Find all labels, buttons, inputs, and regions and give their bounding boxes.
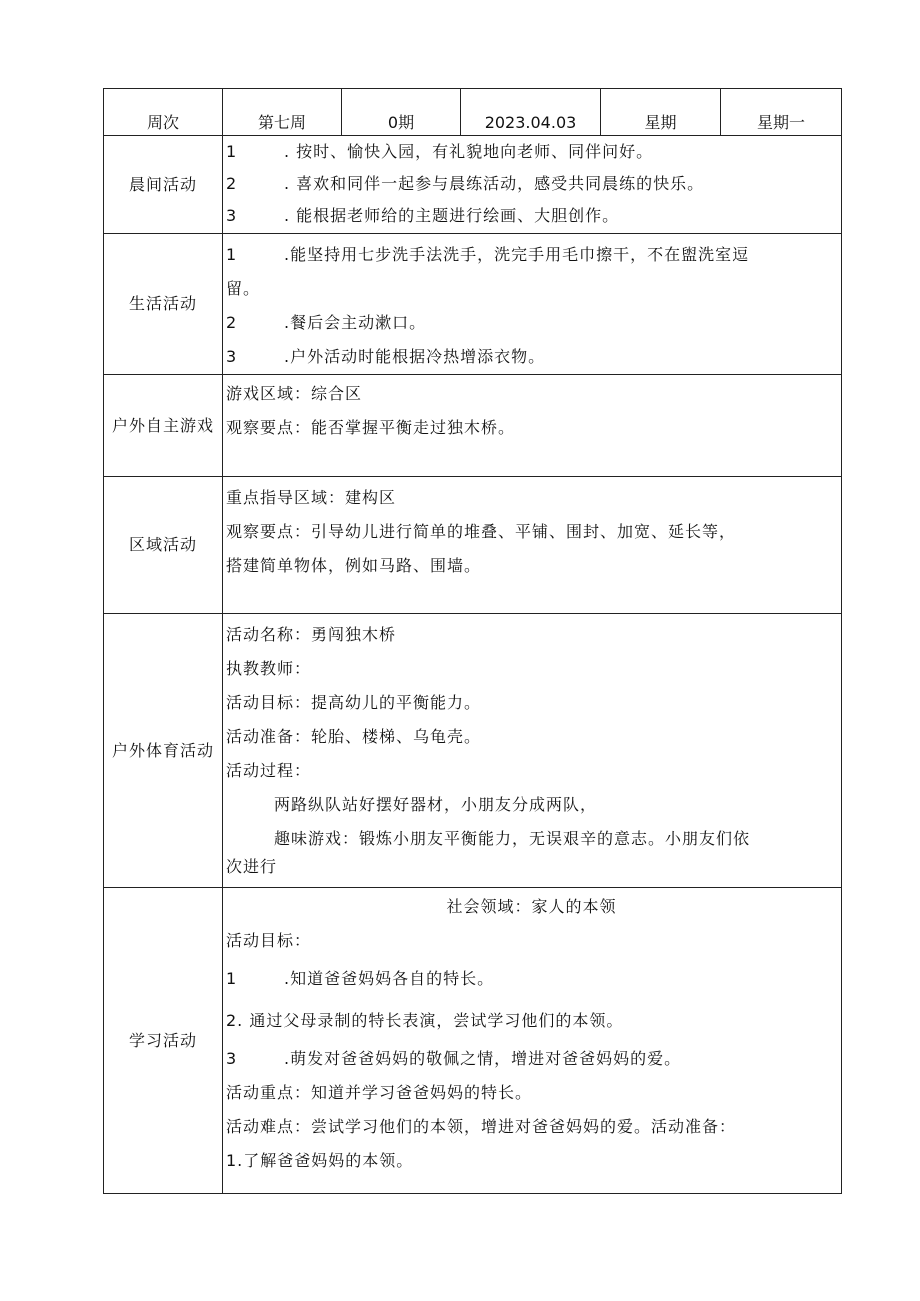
outdoor-free-row <box>104 375 842 477</box>
pe-process-2: 趣味游戏：锻炼小朋友平衡能力，无误艰辛的意志。小朋友们依 <box>274 829 751 848</box>
lesson-plan-table <box>103 88 842 1194</box>
pe-teacher: 执教教师： <box>226 659 312 678</box>
pe-process-label: 活动过程： <box>226 761 312 780</box>
study-goal-3: 3 .萌发对爸爸妈妈的敬佩之情，增进对爸爸妈妈的爱。 <box>226 1049 682 1068</box>
morning-label: 晨间活动 <box>104 136 223 234</box>
week-label: 周次 <box>104 89 223 136</box>
study-prep-1: 1.了解爸爸妈妈的本领。 <box>226 1151 414 1170</box>
study-goal-1: 1 .知道爸爸妈妈各自的特长。 <box>226 969 495 988</box>
outdoor-free-area: 游戏区域：综合区 <box>226 384 363 403</box>
outdoor-free-observe: 观察要点：能否掌握平衡走过独木桥。 <box>226 418 516 437</box>
life-label: 生活活动 <box>104 234 223 375</box>
area-observe: 观察要点：引导幼儿进行简单的堆叠、平铺、围封、加宽、延长等， <box>226 522 737 541</box>
outdoor-free-label: 户外自主游戏 <box>104 375 223 477</box>
study-goal-2: 2. 通过父母录制的特长表演，尝试学习他们的本领。 <box>226 1011 624 1030</box>
study-row <box>104 888 842 1194</box>
area-focus: 重点指导区域：建构区 <box>226 488 397 507</box>
life-item-1-cont: 留。 <box>226 279 261 298</box>
pe-label: 户外体育活动 <box>104 614 223 888</box>
pe-process-1: 两路纵队站好摆好器材，小朋友分成两队， <box>274 795 598 814</box>
lesson-plan-sheet <box>103 88 841 1194</box>
study-goal-label: 活动目标： <box>226 931 312 950</box>
weekday-label: 星期 <box>601 89 721 136</box>
pe-row <box>104 614 842 888</box>
study-content <box>223 888 842 1194</box>
life-item-3: 3 .户外活动时能根据冷热增添衣物。 <box>226 347 546 366</box>
period-value: 0期 <box>342 89 461 136</box>
morning-item-1: 1 . 按时、愉快入园，有礼貌地向老师、同伴问好。 <box>226 142 654 161</box>
area-row <box>104 477 842 614</box>
area-observe-cont: 搭建简单物体，例如马路、围墙。 <box>226 556 482 575</box>
pe-goal: 活动目标：提高幼儿的平衡能力。 <box>226 693 482 712</box>
date-value: 2023.04.03 <box>461 89 601 136</box>
header-row <box>104 89 842 136</box>
study-label: 学习活动 <box>104 888 223 1194</box>
outdoor-free-content <box>223 375 842 477</box>
pe-name: 活动名称：勇闯独木桥 <box>226 625 397 644</box>
life-content <box>223 234 842 375</box>
study-key: 活动重点：知道并学习爸爸妈妈的特长。 <box>226 1083 533 1102</box>
weekday-value: 星期一 <box>721 89 842 136</box>
week-value: 第七周 <box>223 89 342 136</box>
morning-item-3: 3 . 能根据老师给的主题进行绘画、大胆创作。 <box>226 206 620 225</box>
life-item-1: 1 .能坚持用七步洗手法洗手，洗完手用毛巾擦干，不在盥洗室逗 <box>226 245 750 264</box>
study-difficult: 活动难点：尝试学习他们的本领，增进对爸爸妈妈的爱。活动准备： <box>226 1117 737 1136</box>
pe-content <box>223 614 842 888</box>
life-row <box>104 234 842 375</box>
morning-row <box>104 136 842 234</box>
pe-process-cont: 次进行 <box>226 857 278 876</box>
area-content <box>223 477 842 614</box>
pe-prep: 活动准备：轮胎、楼梯、乌龟壳。 <box>226 727 482 746</box>
morning-content <box>223 136 842 234</box>
morning-item-2: 2 . 喜欢和同伴一起参与晨练活动，感受共同晨练的快乐。 <box>226 174 705 193</box>
life-item-2: 2 .餐后会主动漱口。 <box>226 313 427 332</box>
area-label: 区域活动 <box>104 477 223 614</box>
study-title: 社会领域：家人的本领 <box>446 897 617 916</box>
